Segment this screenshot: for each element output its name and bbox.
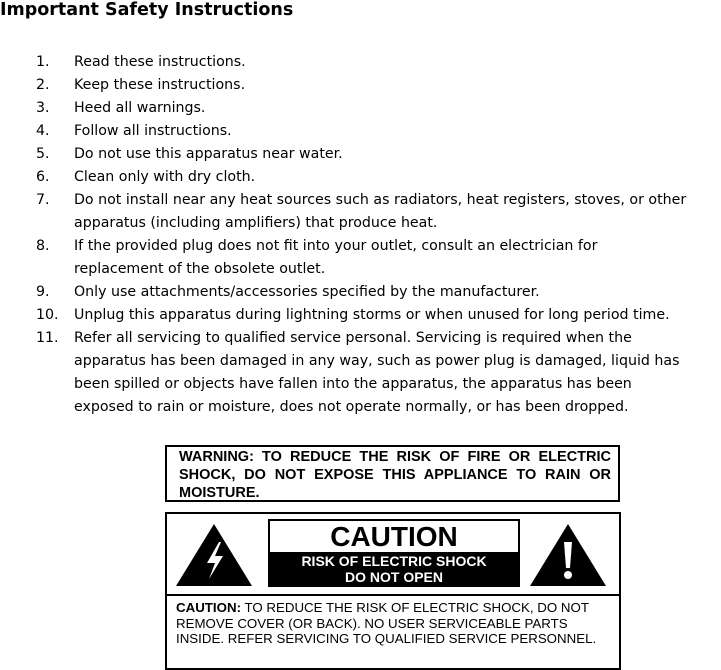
instruction-item (0, 304, 721, 327)
lightning-triangle-icon (174, 522, 254, 588)
instruction-text-line: Unplug this apparatus during lightning storms or when unused for long period time. (74, 307, 670, 323)
caution-header (167, 514, 619, 594)
instruction-number: 11. (36, 330, 59, 346)
safety-instruction-list (0, 51, 721, 419)
instruction-item (0, 235, 721, 281)
instruction-text-line: Only use attachments/accessories specified by the manufacturer. (74, 284, 540, 300)
instruction-number: 8. (36, 238, 50, 254)
instruction-item (0, 281, 721, 304)
instruction-text-line: Read these instructions. (74, 54, 246, 70)
caution-notice-lead: CAUTION: (176, 600, 241, 615)
instruction-item (0, 97, 721, 120)
instruction-number: 6. (36, 169, 50, 185)
instruction-item (0, 74, 721, 97)
instruction-item (0, 143, 721, 166)
instruction-number: 7. (36, 192, 50, 208)
instruction-item (0, 120, 721, 143)
instruction-text-line: Heed all warnings. (74, 100, 206, 116)
caution-band (270, 552, 518, 585)
exclamation-triangle-icon (528, 522, 608, 588)
caution-notice (176, 600, 617, 647)
instruction-text-line: been spilled or objects have fallen into the apparatus, the apparatus has been (74, 376, 632, 392)
caution-notice-text: TO REDUCE THE RISK OF ELECTRIC SHOCK, DO NOT REMOVE COVER (OR BACK). NO USER SERVICEABLE PARTS INSIDE. REFER SERVICING TO QUALIFIED SERVICE PERSONNEL. (176, 600, 597, 646)
instruction-number: 5. (36, 146, 50, 162)
instruction-number: 4. (36, 123, 50, 139)
instruction-text-line: apparatus (including amplifiers) that produce heat. (74, 215, 438, 231)
caution-line-2: DO NOT OPEN (344, 569, 443, 585)
caution-divider (167, 594, 619, 596)
instruction-number: 3. (36, 100, 50, 116)
instruction-number: 1. (36, 54, 50, 70)
instruction-item (0, 189, 721, 235)
instruction-text-line: Follow all instructions. (74, 123, 232, 139)
instruction-text-line: exposed to rain or moisture, does not operate normally, or has been dropped. (74, 399, 629, 415)
instruction-item (0, 51, 721, 74)
instruction-text-line: Refer all servicing to qualified service personal. Servicing is required when the (74, 330, 632, 346)
instruction-text-line: Clean only with dry cloth. (74, 169, 256, 185)
instruction-text-line: If the provided plug does not fit into your outlet, consult an electrician for (74, 238, 598, 254)
instruction-item (0, 327, 721, 419)
instruction-number: 2. (36, 77, 50, 93)
page-title: Important Safety Instructions (0, 0, 294, 20)
instruction-item (0, 166, 721, 189)
warning-box (165, 445, 620, 502)
caution-line-1: RISK OF ELECTRIC SHOCK (301, 553, 487, 569)
instruction-text-line: Do not install near any heat sources such as radiators, heat registers, stoves, or other (74, 192, 687, 208)
caution-box (165, 512, 621, 670)
instruction-text-line: Keep these instructions. (74, 77, 246, 93)
caution-label (268, 519, 520, 587)
instruction-text-line: replacement of the obsolete outlet. (74, 261, 326, 277)
instruction-number: 9. (36, 284, 50, 300)
instruction-number: 10. (36, 307, 59, 323)
instruction-text-line: Do not use this apparatus near water. (74, 146, 343, 162)
warning-text: WARNING: TO REDUCE THE RISK OF FIRE OR ELECTRIC SHOCK, DO NOT EXPOSE THIS APPLIANCE TO RAIN OR MOISTURE. (179, 449, 611, 501)
instruction-text-line: apparatus has been damaged in any way, such as power plug is damaged, liquid has (74, 353, 680, 369)
caution-title: CAUTION (330, 521, 458, 552)
